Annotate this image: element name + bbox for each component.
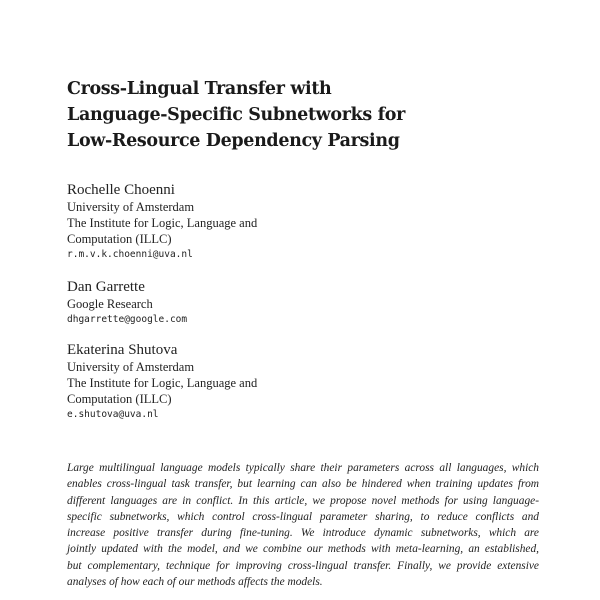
title-line: Cross-Lingual Transfer with (67, 79, 332, 99)
title-line: Language-Specific Subnetworks for (67, 105, 405, 125)
author-email: r.m.v.k.choenni@uva.nl (67, 249, 193, 260)
author-name: Rochelle Choenni (67, 182, 175, 198)
abstract-line: enables cross-lingual task transfer, but learning can also be hindered when training updates from (67, 478, 539, 491)
author-block (67, 279, 467, 328)
title-line: Low-Resource Dependency Parsing (67, 131, 400, 151)
author-affiliation: Computation (ILLC) (67, 232, 172, 246)
abstract-line: analyses of how each of our methods affects the models. (67, 576, 323, 589)
author-affiliation: The Institute for Logic, Language and (67, 376, 258, 390)
abstract (67, 460, 539, 590)
author-name: Ekaterina Shutova (67, 342, 178, 358)
abstract-line: but complementary, technique for improving cross-lingual transfer. Finally, we provide extensive (67, 559, 539, 572)
abstract-line: Large multilingual language models typically share their parameters across all languages, which (67, 462, 539, 474)
author-affiliation: Google Research (67, 297, 153, 311)
author-email: dhgarrette@google.com (67, 314, 188, 325)
author-affiliation: Computation (ILLC) (67, 392, 172, 406)
author-block (67, 182, 467, 263)
abstract-line: different languages are in conflict. In this article, we propose novel methods for using language- (67, 494, 539, 507)
author-affiliation: University of Amsterdam (67, 360, 195, 374)
author-block (67, 342, 467, 423)
paper-title (67, 76, 537, 154)
abstract-line: jointly updated with the model, and we combine our methods with meta-learning, an established, (67, 543, 539, 556)
author-affiliation: University of Amsterdam (67, 200, 195, 214)
abstract-line: specific subnetworks, which control cross-lingual parameter sharing, to reduce conflicts and (67, 510, 539, 523)
author-affiliation: The Institute for Logic, Language and (67, 216, 258, 230)
abstract-line: increase positive transfer during fine-tuning. We introduce dynamic subnetworks, which are (67, 527, 539, 540)
author-name: Dan Garrette (67, 279, 145, 295)
author-email: e.shutova@uva.nl (67, 409, 159, 420)
